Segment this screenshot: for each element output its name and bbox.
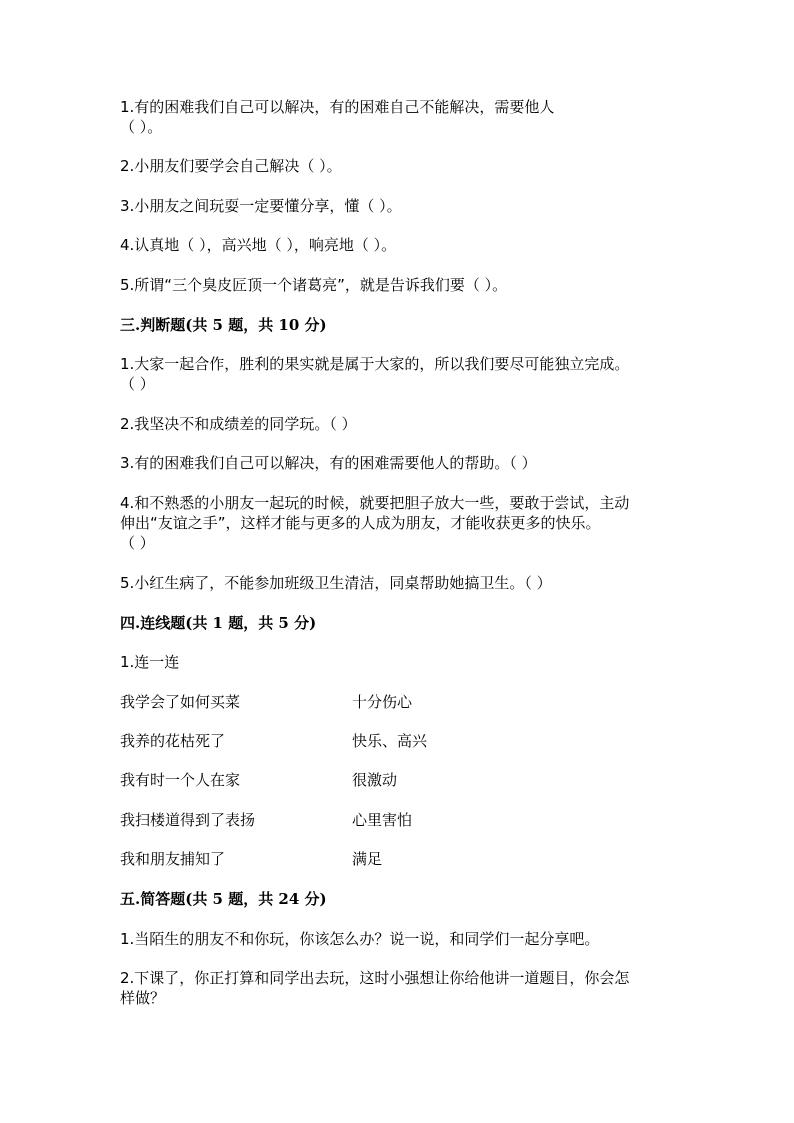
short-q1: 1.当陌生的朋友不和你玩，你该怎么办？说一说，和同学们一起分享吧。: [120, 930, 600, 948]
fill-q1-line1: 1.有的困难我们自己可以解决，有的困难自己不能解决，需要他人: [120, 98, 555, 116]
match-left-item: 我学会了如何买菜: [120, 693, 241, 711]
match-question: 1.连一连: [120, 653, 180, 671]
judge-q1-line1: 1.大家一起合作，胜利的果实就是属于大家的，所以我们要尽可能独立完成。: [120, 355, 630, 373]
match-left-item: 我和朋友捕知了: [120, 850, 226, 868]
fill-q1-line2: （ ）。: [120, 118, 163, 136]
judge-q2: 2.我坚决不和成绩差的同学玩。（ ）: [120, 415, 357, 433]
short-q2-line1: 2.下课了，你正打算和同学出去玩，这时小强想让你给他讲一道题目，你会怎: [120, 969, 630, 987]
match-left-item: 我扫楼道得到了表扬: [120, 811, 256, 829]
fill-q5: 5.所谓“三个臭皮匠顶一个诸葛亮”，就是告诉我们要（ ）。: [120, 276, 508, 294]
judge-q4-line2: 伸出“友谊之手”，这样才能与更多的人成为朋友，才能收获更多的快乐。: [120, 514, 601, 532]
judge-section-title: 三.判断题(共 5 题，共 10 分): [120, 316, 327, 334]
fill-q3: 3.小朋友之间玩耍一定要懂分享，懂（ ）。: [120, 197, 402, 215]
judge-q5: 5.小红生病了，不能参加班级卫生清洁，同桌帮助她搞卫生。（ ）: [120, 574, 552, 592]
judge-q1-line2: （ ）: [120, 375, 155, 393]
match-right-item: 快乐、高兴: [352, 732, 428, 750]
fill-q2: 2.小朋友们要学会自己解决（ ）。: [120, 157, 342, 175]
judge-q3: 3.有的困难我们自己可以解决，有的困难需要他人的帮助。（ ）: [120, 454, 537, 472]
fill-q4: 4.认真地（ ），高兴地（ ），响亮地（ ）。: [120, 236, 397, 254]
match-right-item: 满足: [352, 850, 383, 868]
match-left-item: 我有时一个人在家: [120, 771, 241, 789]
match-right-item: 很激动: [352, 771, 398, 789]
judge-q4-line1: 4.和不熟悉的小朋友一起玩的时候，就要把胆子放大一些，要敢于尝试，主动: [120, 494, 630, 512]
short-q2-line2: 样做？: [120, 989, 166, 1007]
short-section-title: 五.简答题(共 5 题，共 24 分): [120, 890, 327, 908]
match-section-title: 四.连线题(共 1 题，共 5 分): [120, 614, 317, 632]
judge-q4-line3: （ ）: [120, 534, 155, 552]
match-left-item: 我养的花枯死了: [120, 732, 226, 750]
match-right-item: 十分伤心: [352, 693, 413, 711]
match-right-item: 心里害怕: [352, 811, 413, 829]
